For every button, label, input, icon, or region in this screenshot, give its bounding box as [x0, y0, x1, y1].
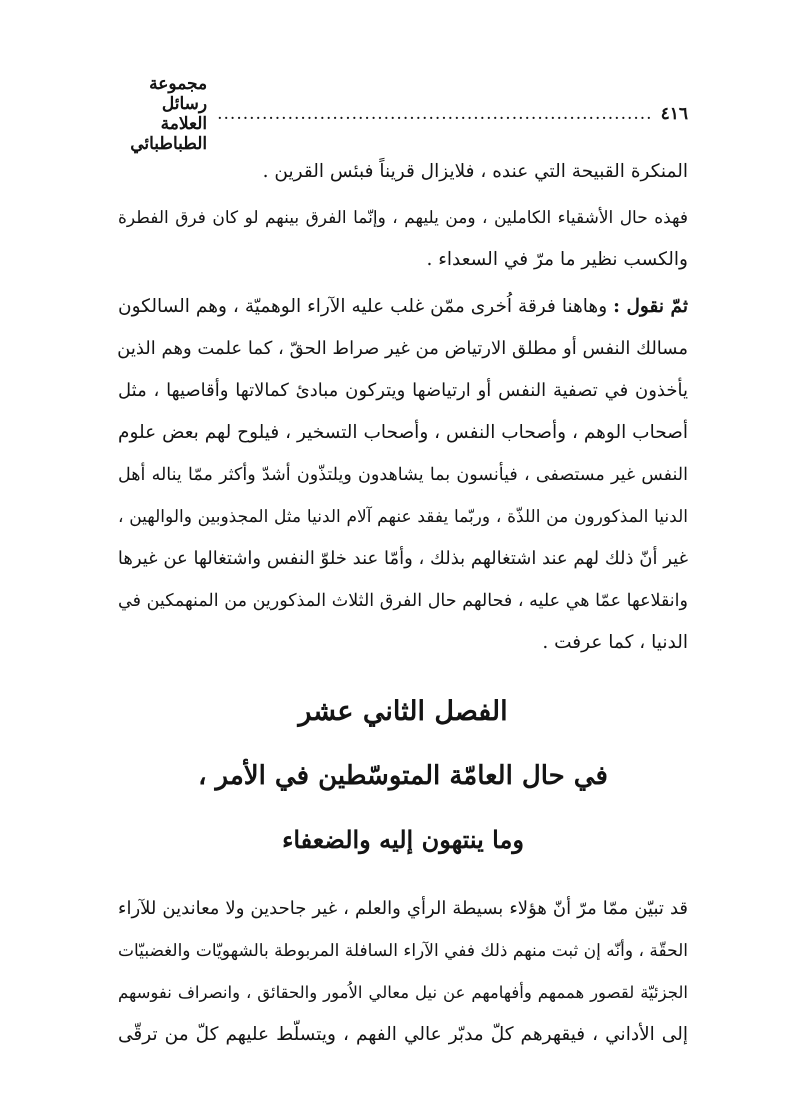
text-line: فهذه حال الأشقياء الكاملين ، ومن يليهم ، وإنّما الفرق بينهم لو كان فرق الفطرة [118, 208, 688, 228]
text-line: الجزئيّة لقصور هممهم وأفهامهم عن نيل معالي الاُمور والحقائق ، وانصراف نفوسهم [118, 983, 688, 1002]
running-header [118, 74, 688, 154]
text-line: إلى الأداني ، فيقهرهم كلّ مدبّر عالي الفهم ، ويتسلّط عليهم كلّ من ترقّى [118, 1024, 688, 1045]
text-line: أصحاب الوهم ، وأصحاب النفس ، وأصحاب التسخير ، فيلوح لهم بعض علوم [118, 422, 688, 443]
text-line: والكسب نظير ما مرّ في السعداء . [426, 249, 688, 270]
text-line: النفس غير مستصفى ، فيأنسون بما يشاهدون ويلتذّون أشدّ وأكثر ممّا يناله أهل [118, 465, 688, 485]
text-line: الدنيا ، كما عرفت . [542, 632, 688, 653]
text-line: غير أنّ ذلك لهم عند اشتغالهم بذلك ، وأمّا عند خلوّ النفس واشتغالها عن غيرها [117, 548, 688, 569]
text-line [118, 285, 688, 329]
chapter-title: في حال العامّة المتوسّطين في الأمر ، [198, 761, 608, 791]
page-number: ٤١٦ [660, 104, 688, 124]
text-line: المنكرة القبيحة التي عنده ، فلايزال قريناً فبئس القرين . [262, 161, 688, 182]
text-line: الدنيا المذكورون من اللذّة ، وربّما يفقد عنهم آلام الدنيا مثل المجذوبين والوالهين ، [118, 507, 688, 527]
text-line: الحقّة ، وأنّه إن ثبت منهم ذلك ففي الآراء السافلة المربوطة بالشهويّات والغضبيّات [118, 941, 688, 961]
text-line-rest: وهاهنا فرقة اُخرى ممّن غلب عليه الآراء الوهميّة ، وهم السالكون [118, 296, 614, 317]
text-line: يأخذون في تصفية النفس أو ارتياضها ويتركون مبادئ كمالاتها وأقاصيها ، مثل [118, 380, 688, 401]
paragraph-lead: ثمّ نقول : [613, 296, 688, 317]
header-dot-leader: .................................................................... [217, 104, 653, 124]
chapter-heading: الفصل الثاني عشر [298, 696, 508, 727]
chapter-subtitle: وما ينتهون إليه والضعفاء [282, 825, 524, 854]
book-title: مجموعة رسائل العلامة الطباطبائي [130, 74, 208, 154]
text-line: مسالك النفس أو مطلق الارتياض من غير صراط الحقّ ، كما علمت وهم الذين [117, 338, 688, 359]
text-line: وانقلاعها عمّا هي عليه ، فحالهم حال الفرق الثلاث المذكورين من المنهمكين في [118, 591, 688, 611]
text-line: قد تبيّن ممّا مرّ أنّ هؤلاء بسيطة الرأي والعلم ، غير جاحدين ولا معاندين للآراء [118, 898, 688, 919]
